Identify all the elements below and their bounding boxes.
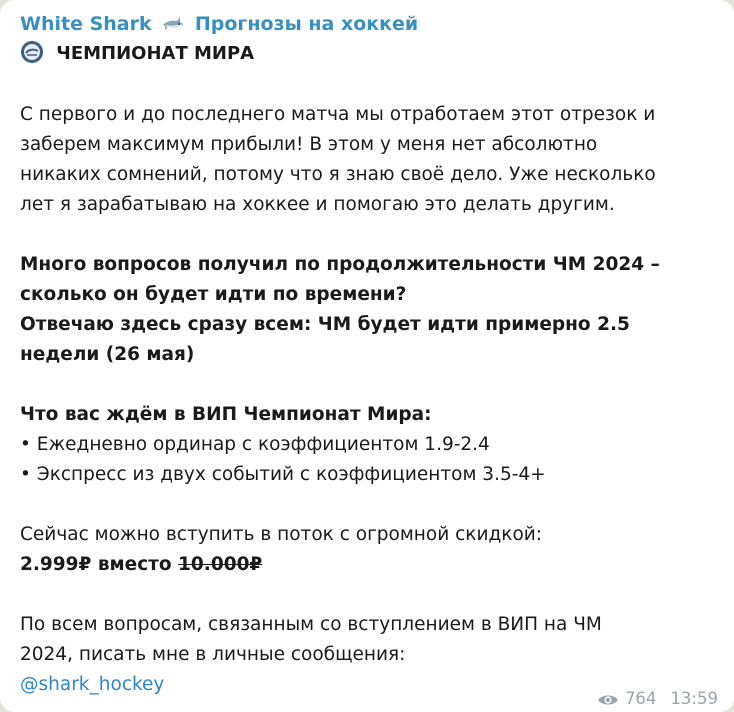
- contact-line: 2024, писать мне в личные сообщения:: [20, 644, 406, 665]
- channel-subtitle[interactable]: Прогнозы на хоккей: [194, 13, 419, 35]
- faq-line: Много вопросов получил по продолжительности ЧМ 2024 –: [20, 254, 660, 275]
- intro-line: никаких сомнений, потому что я знаю своё дело. Уже несколько: [20, 164, 656, 185]
- eye-icon: [597, 692, 619, 706]
- faq-line: Отвечаю здесь сразу всем: ЧМ будет идти примерно 2.5: [20, 314, 630, 335]
- message-time: 13:59: [670, 689, 718, 708]
- contact-section: [20, 610, 712, 700]
- faq-line: сколько он будет идти по времени?: [20, 284, 407, 305]
- views-count: 764: [624, 689, 657, 708]
- offer-section: [20, 520, 712, 580]
- price-new: 2.999₽ вместо: [20, 554, 179, 575]
- intro-line: лет я зарабатываю на хоккее и помогаю это делать другим.: [20, 194, 615, 215]
- vip-item: • Экспресс из двух событий с коэффициентом 3.5-4+: [20, 464, 546, 485]
- channel-name[interactable]: [20, 10, 712, 38]
- faq-paragraph: [20, 250, 712, 370]
- message-meta: [597, 689, 718, 708]
- offer-line: Сейчас можно вступить в поток с огромной скидкой:: [20, 524, 543, 545]
- price-line: [20, 550, 712, 580]
- vip-item: • Ежедневно ординар с коэффициентом 1.9-2.4: [20, 434, 490, 455]
- contact-line: По всем вопросам, связанным со вступлением в ВИП на ЧМ: [20, 614, 602, 635]
- post-body: [20, 70, 712, 700]
- faq-line: недели (26 мая): [20, 344, 195, 365]
- post-heading: [20, 38, 712, 70]
- intro-paragraph: [20, 100, 712, 220]
- vip-title: Что вас ждём в ВИП Чемпионат Мира:: [20, 404, 432, 425]
- vip-section: [20, 400, 712, 490]
- post-heading-text: ЧЕМПИОНАТ МИРА: [56, 43, 255, 64]
- intro-line: заберем максимум прибыли! В этом у меня нет абсолютно: [20, 134, 598, 155]
- channel-title[interactable]: White Shark: [20, 13, 152, 35]
- price-old: 10.000₽: [178, 554, 263, 575]
- contact-handle-link[interactable]: @shark_hockey: [20, 674, 165, 695]
- intro-line: С первого и до последнего матча мы отработаем этот отрезок и: [20, 104, 656, 125]
- shark-icon: [162, 12, 184, 40]
- hockey-ball-icon: [20, 40, 44, 64]
